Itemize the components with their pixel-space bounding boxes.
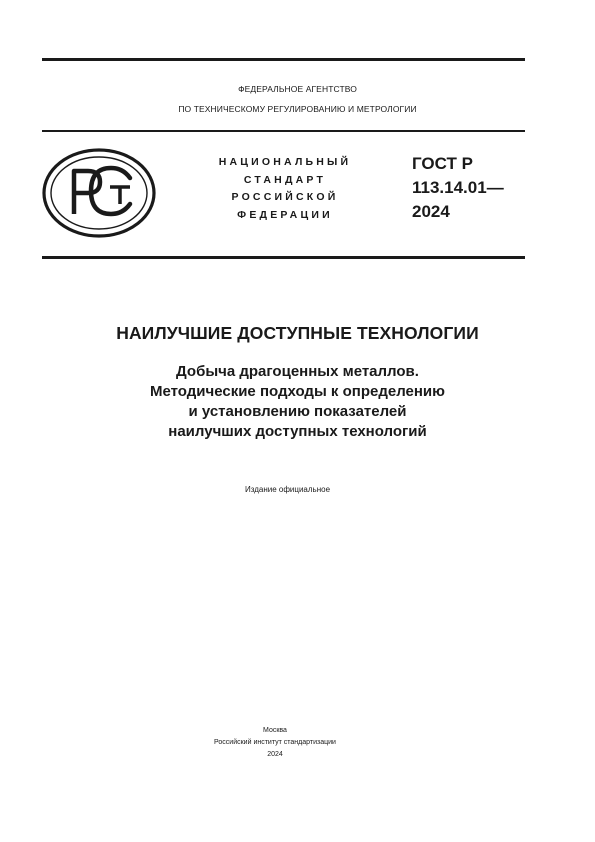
subtitle-line-2: Методические подходы к определению <box>150 383 445 400</box>
national-standard-label <box>190 154 380 224</box>
document-subtitle <box>0 362 595 442</box>
document-title: НАИЛУЧШИЕ ДОСТУПНЫЕ ТЕХНОЛОГИИ <box>116 323 479 343</box>
subtitle-line-4: наилучших доступных технологий <box>168 423 427 440</box>
subtitle-line-3: и установлению показателей <box>188 403 407 420</box>
edition-note: Издание официальное <box>244 485 331 494</box>
national-line-2: СТАНДАРТ <box>243 173 327 186</box>
imprint <box>0 725 550 761</box>
national-line-4: ФЕДЕРАЦИИ <box>237 208 333 221</box>
imprint-year: 2024 <box>267 751 283 758</box>
imprint-city: Москва <box>263 727 287 734</box>
national-line-3: РОССИЙСКОЙ <box>231 191 339 203</box>
standard-designation <box>412 152 504 224</box>
middle-rule <box>42 130 525 132</box>
subtitle-line-1: Добыча драгоценных металлов. <box>176 363 419 380</box>
top-rule <box>42 58 525 61</box>
agency-header <box>0 79 595 119</box>
bottom-rule <box>42 256 525 259</box>
national-line-1: НАЦИОНАЛЬНЫЙ <box>218 156 352 168</box>
designation-line-3: 2024 <box>412 202 450 221</box>
agency-line-1: ФЕДЕРАЛЬНОЕ АГЕНТСТВО <box>238 84 357 94</box>
agency-line-2: ПО ТЕХНИЧЕСКОМУ РЕГУЛИРОВАНИЮ И МЕТРОЛОГИИ <box>178 104 417 114</box>
imprint-publisher: Российский институт стандартизации <box>214 739 336 746</box>
designation-line-2: 113.14.01— <box>412 178 504 197</box>
designation-line-1: ГОСТ Р <box>412 154 473 173</box>
rst-standard-mark-icon <box>42 146 162 240</box>
